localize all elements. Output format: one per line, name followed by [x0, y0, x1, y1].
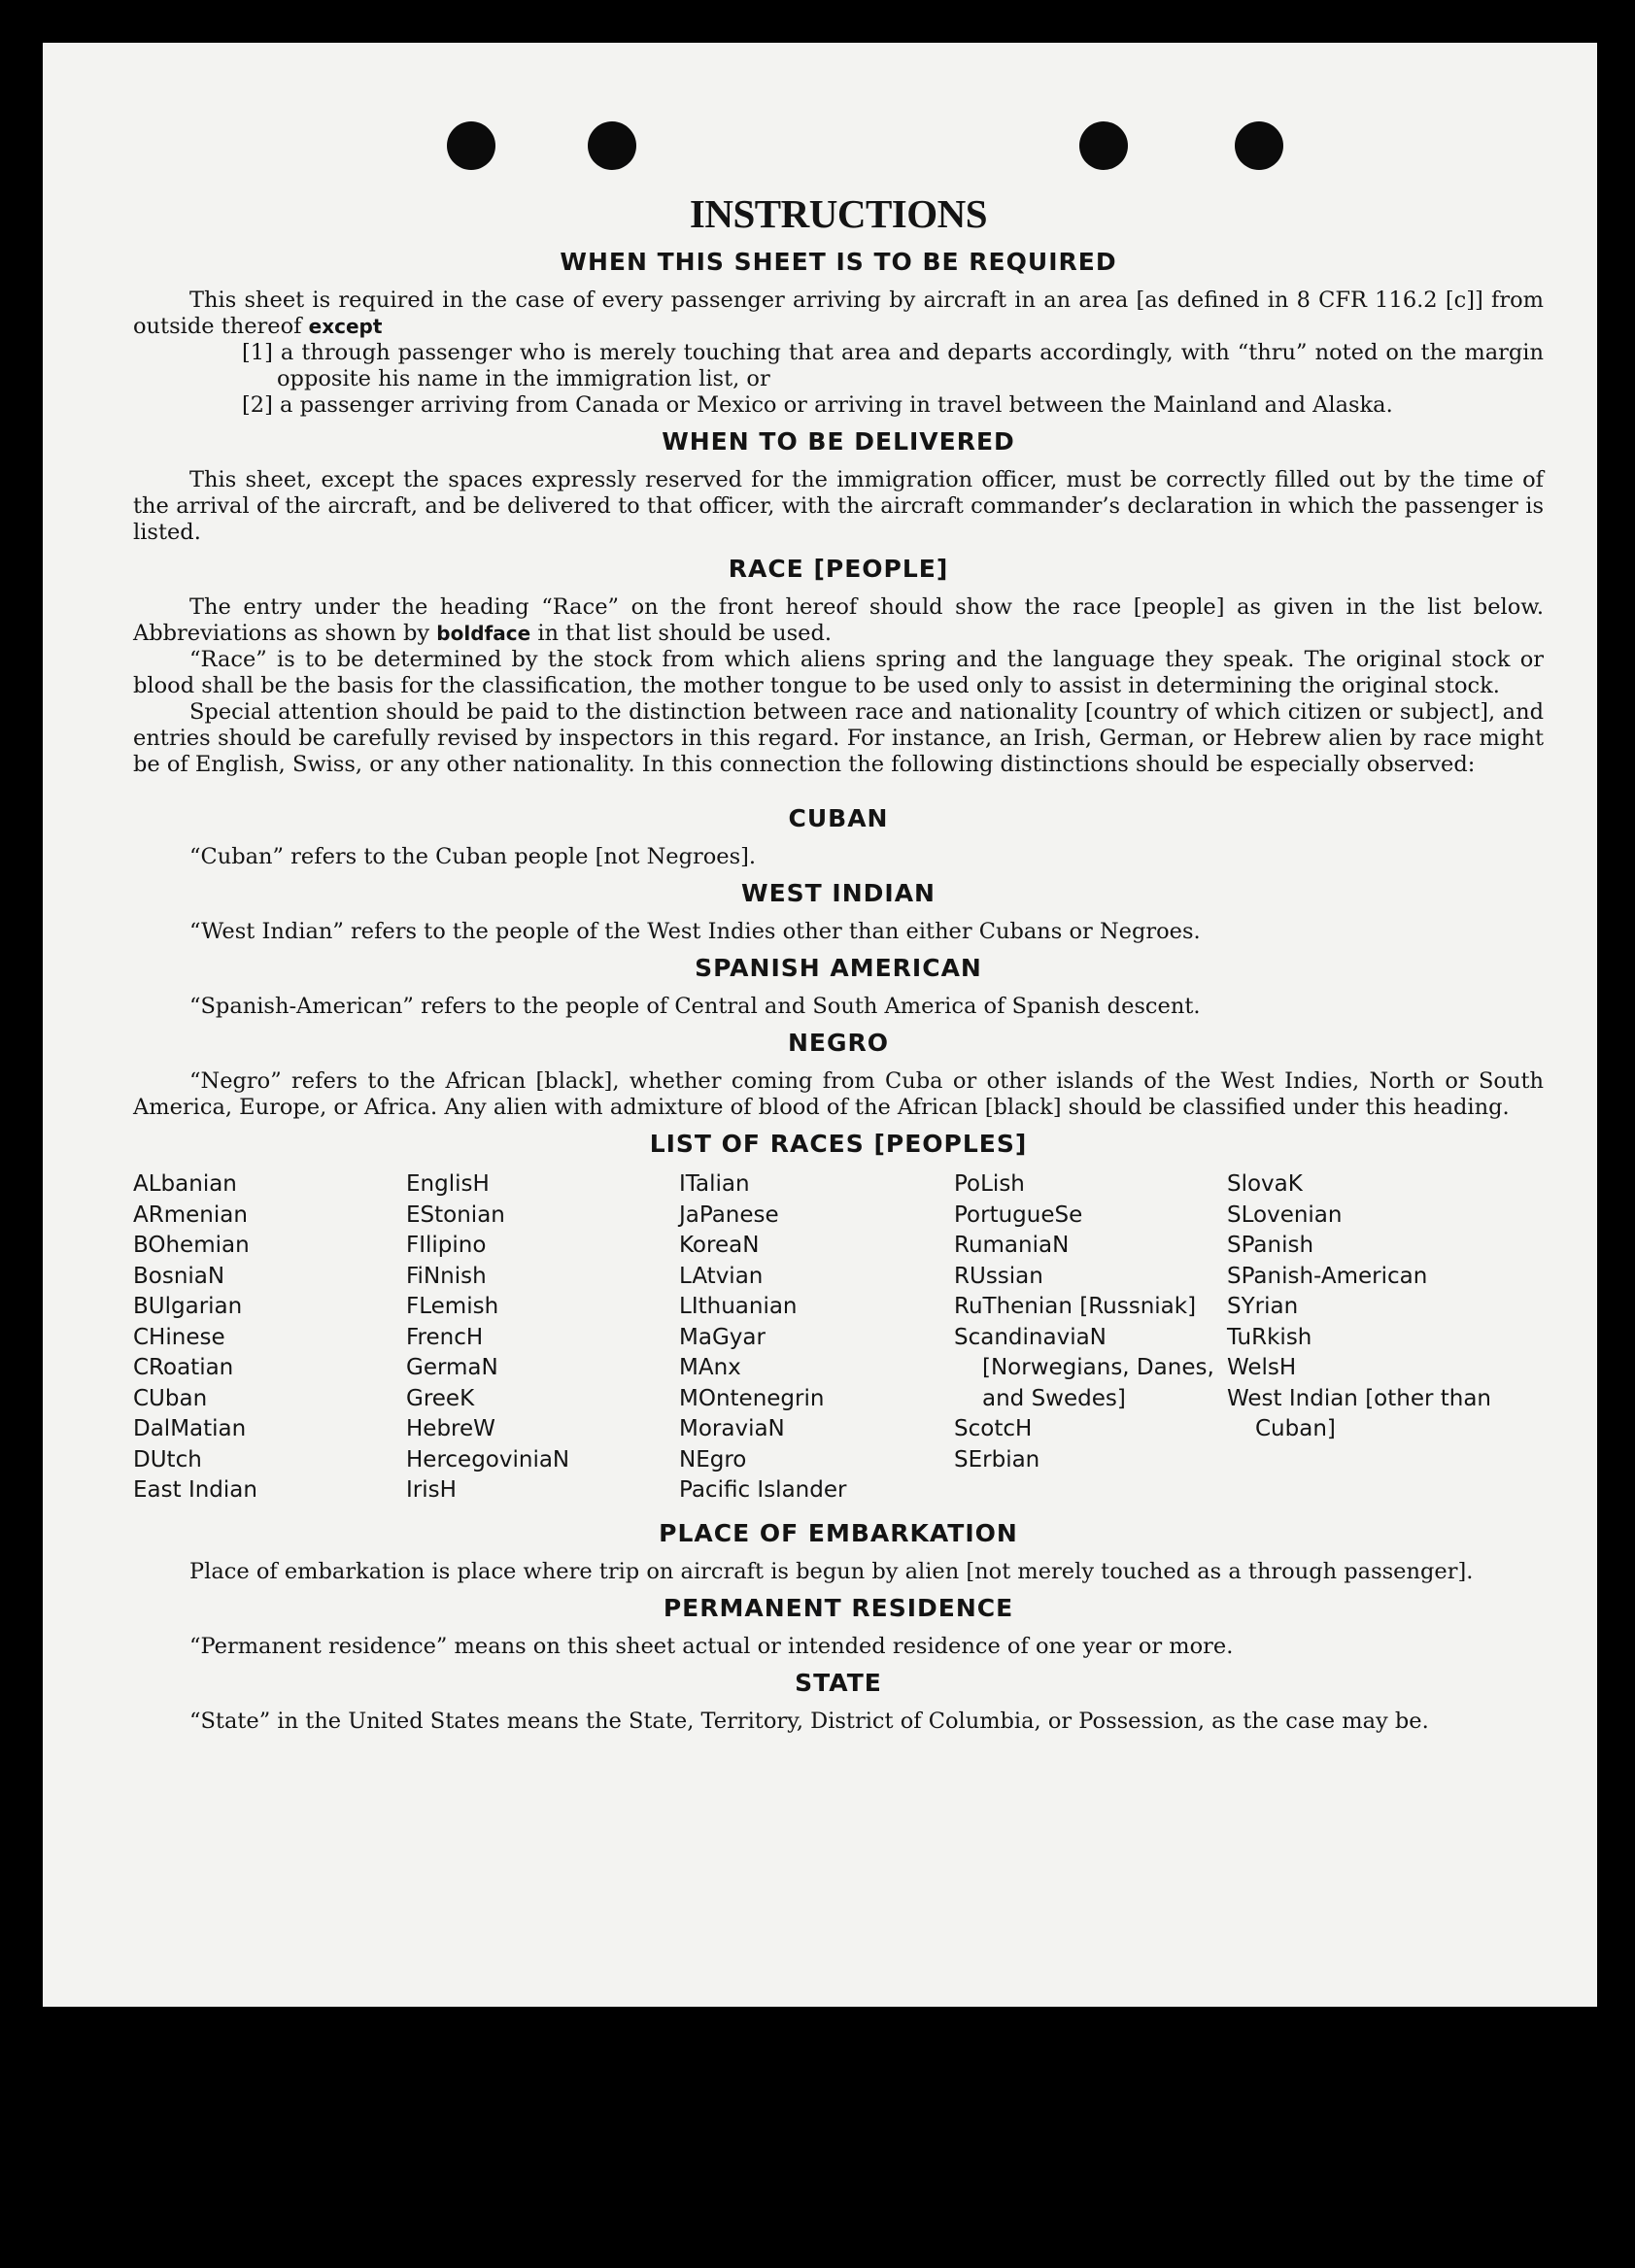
boldface-word: boldface — [436, 622, 531, 645]
embarkation-paragraph: Place of embarkation is place where trip on aircraft is begun by alien [not merely touched as a through passenger]. — [189, 1558, 1474, 1584]
heading-list-of-races: LIST OF RACES [PEOPLES] — [649, 1130, 1028, 1158]
exception-item: [1] a through passenger who is merely touching that area and departs accordingly, with “thru” noted on the margin opposite his name in the immigration list, or — [242, 340, 1544, 391]
race-item: RUssian — [954, 1263, 1043, 1289]
race-item: KoreaN — [679, 1233, 760, 1258]
race-item: RumaniaN — [954, 1233, 1070, 1258]
race-item: FiNnish — [406, 1263, 487, 1289]
race-column — [954, 1169, 1227, 1506]
residence-paragraph: “Permanent residence” means on this sheet actual or intended residence of one year or more. — [189, 1633, 1234, 1659]
heading-when-delivered: WHEN TO BE DELIVERED — [662, 427, 1015, 456]
race-item: ITalian — [679, 1171, 750, 1197]
cuban-paragraph: “Cuban” refers to the Cuban people [not Negroes]. — [189, 844, 757, 869]
race-item: ScandinaviaN [Norwegians, Danes, and Swedes] — [954, 1324, 1214, 1411]
race-item: ALbanian — [133, 1171, 237, 1197]
race-item: CHinese — [133, 1324, 225, 1350]
race-item: HercegoviniaN — [406, 1446, 570, 1473]
race-item: FrencH — [406, 1324, 484, 1350]
race-item: CRoatian — [133, 1355, 234, 1380]
heading-state: STATE — [795, 1668, 882, 1697]
race-item: IrisH — [406, 1477, 457, 1503]
race-item: PortugueSe — [954, 1202, 1083, 1228]
heading-negro: NEGRO — [787, 1029, 890, 1057]
race-item: EnglisH — [406, 1171, 490, 1197]
race-item: HebreW — [406, 1416, 495, 1441]
race-item: ScotcH — [954, 1416, 1033, 1441]
race-item: RuThenian [Russniak] — [954, 1294, 1197, 1319]
race-item: Pacific Islander — [679, 1477, 847, 1503]
heading-cuban: CUBAN — [788, 804, 889, 832]
race-item: SErbian — [954, 1446, 1040, 1473]
race-item: WelsH — [1227, 1355, 1297, 1380]
race-item: GermaN — [406, 1355, 498, 1380]
heading-race: RACE [PEOPLE] — [728, 555, 949, 583]
race-item: TuRkish — [1227, 1324, 1312, 1350]
race-item: DUtch — [133, 1446, 202, 1473]
race-item: DalMatian — [133, 1416, 247, 1441]
race-column — [406, 1169, 679, 1506]
race-item: MaGyar — [679, 1324, 766, 1350]
state-paragraph: “State” in the United States means the State, Territory, District of Columbia, or Possession, as the case may be. — [189, 1708, 1429, 1734]
race-item: CUban — [133, 1385, 208, 1411]
negro-paragraph: “Negro” refers to the African [black], whether coming from Cuba or other islands of the West Indies, North or South America, Europe, or Africa. Any alien with admixture of blood of the African [black] should be classified under this heading. — [133, 1068, 1544, 1120]
punch-hole — [447, 121, 495, 170]
race-item: BUlgarian — [133, 1294, 243, 1319]
heading-embarkation: PLACE OF EMBARKATION — [659, 1518, 1018, 1547]
race-column — [679, 1169, 954, 1506]
race-paragraph-1: The entry under the heading “Race” on the front hereof should show the race [people] as given in the list below. Abbreviations as shown by boldface in that list should be used. — [133, 594, 1544, 646]
west-indian-paragraph: “West Indian” refers to the people of the West Indies other than either Cubans or Negroes. — [189, 919, 1201, 944]
race-item: MoraviaN — [679, 1416, 785, 1441]
race-item: East Indian — [133, 1477, 257, 1503]
race-item: LIthuanian — [679, 1294, 798, 1319]
heading-west-indian: WEST INDIAN — [741, 879, 936, 907]
heading-when-required: WHEN THIS SHEET IS TO BE REQUIRED — [560, 248, 1117, 276]
race-item: BosniaN — [133, 1263, 225, 1289]
punch-hole — [1079, 121, 1128, 170]
race-column — [133, 1169, 406, 1506]
race-item: EStonian — [406, 1202, 505, 1228]
race-item: BOhemian — [133, 1233, 250, 1258]
required-paragraph: This sheet is required in the case of every passenger arriving by aircraft in an area [as defined in 8 CFR 116.2 [c]] from outside thereof except — [133, 288, 1544, 339]
punch-hole — [588, 121, 636, 170]
required-keyword: except — [308, 315, 383, 338]
race-item: FIlipino — [406, 1233, 487, 1258]
race-item: SlovaK — [1227, 1171, 1303, 1197]
spanish-american-paragraph: “Spanish-American” refers to the people of Central and South America of Spanish descent. — [189, 994, 1201, 1019]
page-title: INSTRUCTIONS — [689, 191, 988, 236]
race-item: MOntenegrin — [679, 1385, 825, 1411]
race-item: SPanish-American — [1227, 1263, 1428, 1289]
exception-item: [2] a passenger arriving from Canada or Mexico or arriving in travel between the Mainland and Alaska. — [242, 392, 1393, 418]
race-item: SPanish — [1227, 1233, 1314, 1258]
heading-spanish-american: SPANISH AMERICAN — [695, 954, 982, 982]
race-paragraph-3: Special attention should be paid to the distinction between race and nationality [country of which citizen or subject], and entries should be carefully revised by inspectors in this regard. For instance, an Irish, German, or Hebrew alien by race might be of English, Swiss, or any other nationality. In this connection the following distinctions should be especially observed: — [133, 699, 1544, 777]
race-item: West Indian [other than Cuban] — [1227, 1385, 1492, 1441]
heading-permanent-residence: PERMANENT RESIDENCE — [663, 1593, 1014, 1622]
race-item: MAnx — [679, 1355, 741, 1380]
race-item: GreeK — [406, 1385, 475, 1411]
race-item: ARmenian — [133, 1202, 248, 1228]
race-item: PoLish — [954, 1171, 1025, 1197]
race-item: SYrian — [1227, 1294, 1299, 1319]
race-column — [1227, 1169, 1544, 1506]
race-item: SLovenian — [1227, 1202, 1343, 1228]
document-sheet — [43, 43, 1597, 2007]
race-item: LAtvian — [679, 1263, 764, 1289]
race-item: FLemish — [406, 1294, 499, 1319]
instructions-content — [133, 188, 1544, 1735]
race-list — [133, 1169, 1544, 1506]
delivered-paragraph: This sheet, except the spaces expressly reserved for the immigration officer, must be correctly filled out by the time of the arrival of the aircraft, and be delivered to that officer, with the aircraft commander’s declaration in which the passenger is listed. — [133, 467, 1544, 545]
race-item: NEgro — [679, 1446, 747, 1473]
race-item: JaPanese — [679, 1202, 779, 1228]
punch-hole — [1235, 121, 1283, 170]
race-paragraph-2: “Race” is to be determined by the stock from which aliens spring and the language they speak. The original stock or blood shall be the basis for the classification, the mother tongue to be used only to assist in determining the original stock. — [133, 647, 1544, 698]
